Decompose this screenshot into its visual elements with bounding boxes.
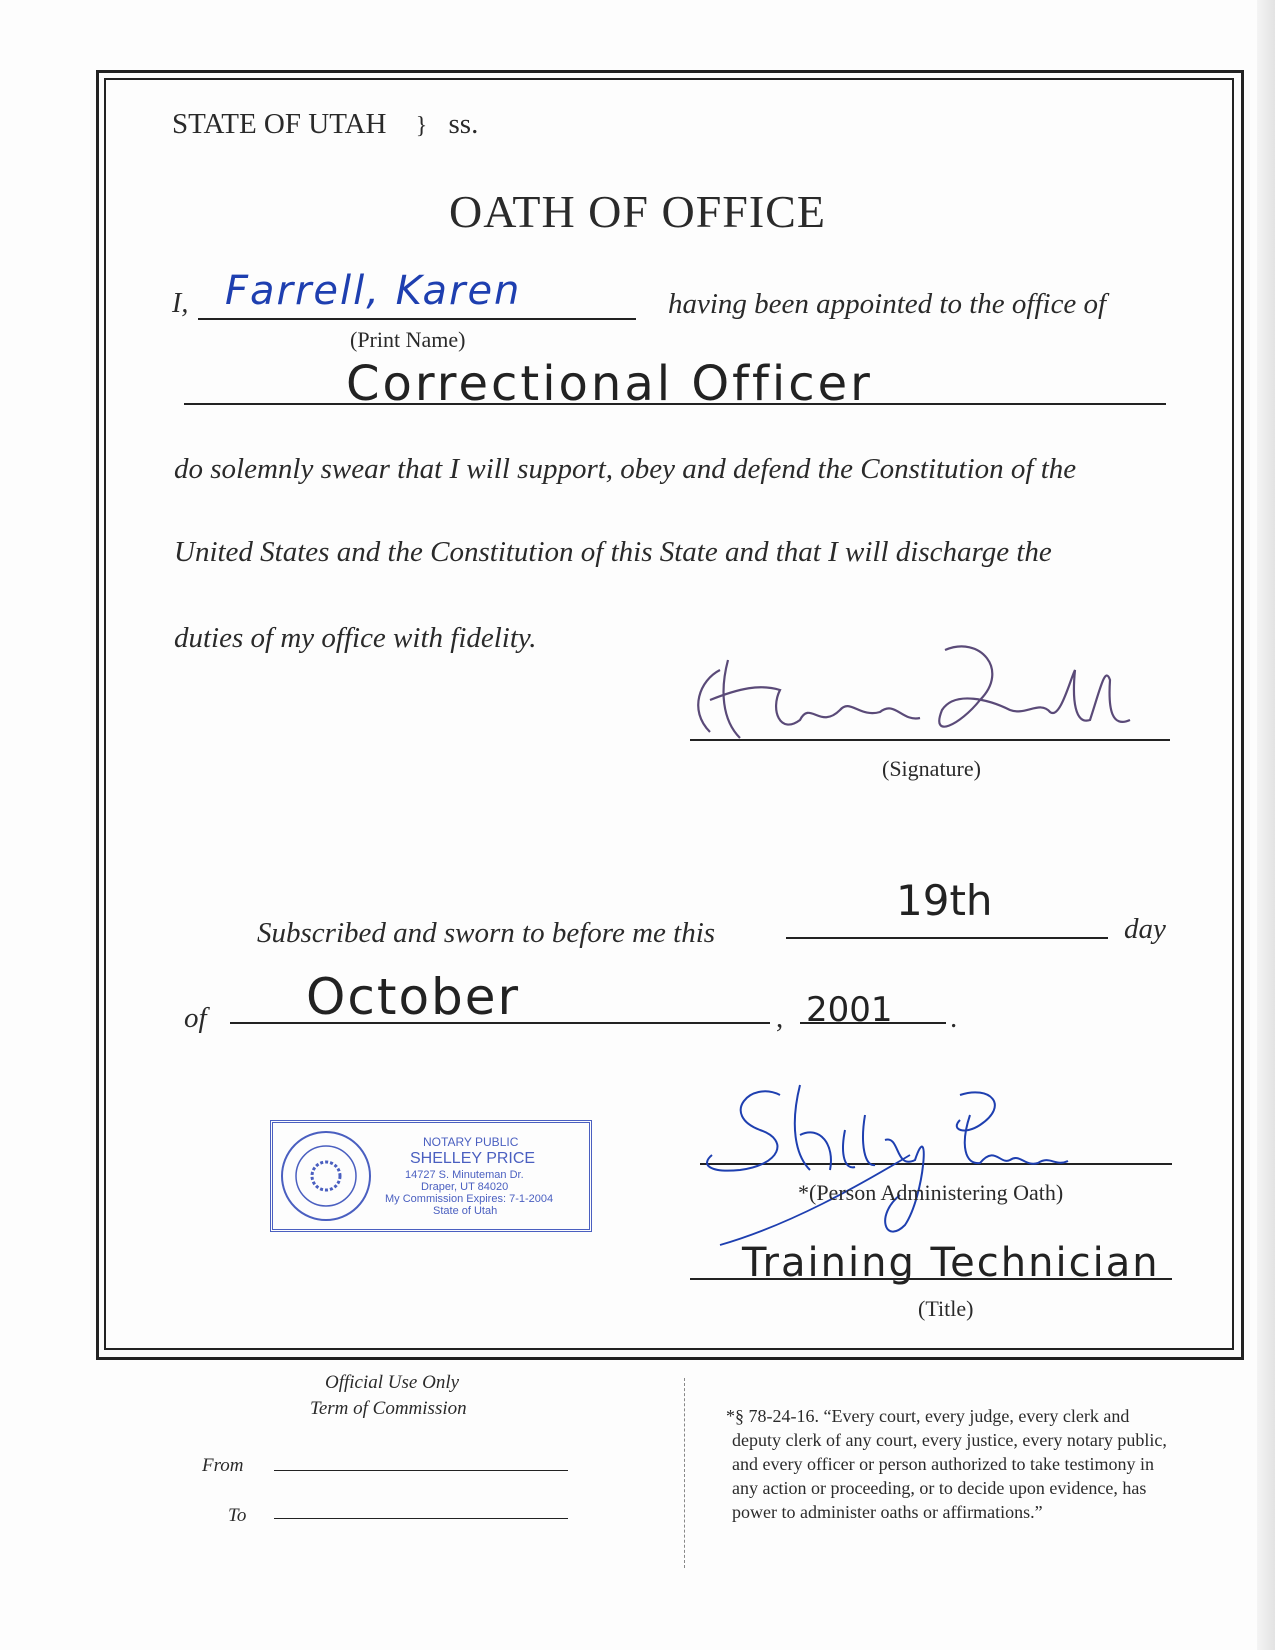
- oath-body-line-1: do solemnly swear that I will support, obey and defend the Constitution of the: [174, 453, 1077, 485]
- footnote-line-1: *§ 78-24-16. “Every court, every judge, every clerk and: [726, 1406, 1130, 1426]
- notary-stamp: [270, 1120, 592, 1232]
- notary-name: SHELLEY PRICE: [410, 1150, 536, 1167]
- signature-karen-farrell: [680, 640, 1140, 750]
- footnote-line-4: any action or proceeding, or to decide upon evidence, has: [732, 1478, 1147, 1498]
- office-value: Correctional Officer: [346, 356, 873, 412]
- signature-shelley-price: [660, 1075, 1080, 1265]
- month-comma: ,: [776, 1002, 784, 1034]
- state-name: STATE OF UTAH: [172, 108, 387, 140]
- appointed-text: having been appointed to the office of: [668, 288, 1107, 320]
- term-of-commission-heading: Term of Commission: [310, 1398, 467, 1419]
- of-word: of: [184, 1002, 207, 1034]
- footnote-line-3: and every officer or person authorized to take testimony in: [732, 1454, 1155, 1474]
- title-label: (Title): [918, 1296, 974, 1321]
- day-value: 19th: [896, 876, 993, 925]
- print-name-line: [198, 318, 636, 320]
- month-value: October: [306, 968, 521, 1026]
- brace: }: [415, 113, 428, 139]
- page-edge: [1257, 0, 1275, 1650]
- print-name-label: (Print Name): [350, 327, 466, 352]
- notary-title: NOTARY PUBLIC: [423, 1135, 519, 1149]
- year-period: .: [950, 1002, 958, 1034]
- administering-label: *(Person Administering Oath): [798, 1180, 1064, 1205]
- notary-commission: My Commission Expires: 7-1-2004: [385, 1193, 554, 1205]
- ss-abbrev: ss.: [448, 108, 479, 140]
- to-line: [274, 1518, 568, 1519]
- print-name-value: Farrell, Karen: [225, 268, 522, 314]
- day-word: day: [1124, 913, 1166, 945]
- oath-prefix: I,: [172, 288, 189, 319]
- from-line: [274, 1470, 568, 1471]
- title-value: Training Technician: [742, 1240, 1160, 1286]
- day-line: [786, 937, 1108, 939]
- from-label: From: [202, 1455, 244, 1476]
- notary-address-2: Draper, UT 84020: [421, 1181, 509, 1193]
- official-use-heading: Official Use Only: [325, 1372, 460, 1393]
- footnote-line-2: deputy clerk of any court, every justice, every notary public,: [732, 1430, 1167, 1450]
- footer-divider: [684, 1378, 685, 1568]
- oath-body-line-2: United States and the Constitution of this State and that I will discharge the: [174, 536, 1052, 568]
- notary-state: State of Utah: [433, 1205, 498, 1217]
- document-title: OATH OF OFFICE: [449, 186, 826, 237]
- subscribed-text: Subscribed and sworn to before me this: [257, 917, 716, 949]
- state-heading: [172, 108, 478, 141]
- notary-address-1: 14727 S. Minuteman Dr.: [405, 1169, 524, 1181]
- notary-seal: [279, 1129, 373, 1223]
- footnote-line-5: power to administer oaths or affirmations.”: [732, 1502, 1043, 1522]
- year-value: 2001: [806, 990, 893, 1030]
- oath-body-line-3: duties of my office with fidelity.: [174, 622, 537, 654]
- signature-label: (Signature): [882, 756, 981, 781]
- to-label: To: [228, 1505, 247, 1526]
